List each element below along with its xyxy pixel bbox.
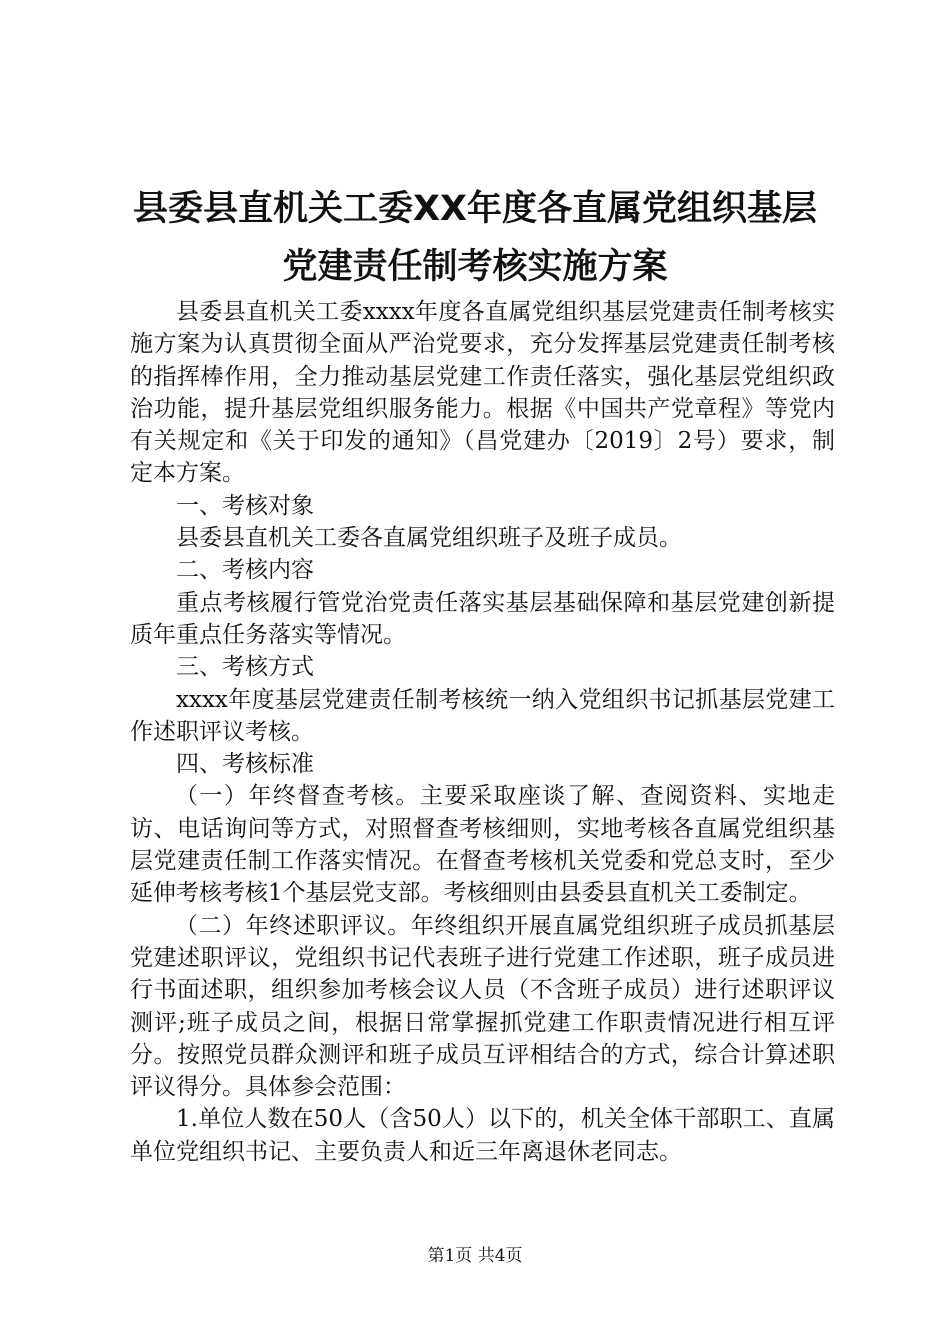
page-footer: 第1页 共4页 (427, 1246, 523, 1266)
section-paragraph-1: 县委县直机关工委各直属党组织班子及班子成员。 (176, 525, 682, 552)
subsection-paragraph-2: （二）年终述职评议。年终组织开展直属党组织班子成员抓基层党建述职评议，党组织书记代表班子进行党建工作述职，班子成员进行书面述职，组织参加考核会议人员（不含班子成员）进行述职评议测评;班子成员之间，根据日常掌握抓党建工作职责情况进行相互评分。按照党员群众测评和班子成员互评相结合的方式，综合计算述职评议得分。具体参会范围： (130, 912, 835, 1101)
document-title-line-1: 县委县直机关工委XX年度各直属党组织基层 (133, 189, 817, 229)
section-paragraph-3: xxxx年度基层党建责任制考核统一纳入党组织书记抓基层党建工作述职评议考核。 (130, 686, 835, 745)
document-body (130, 296, 835, 1168)
subsection-paragraph-1: （一）年终督查考核。主要采取座谈了解、查阅资料、实地走访、电话询问等方式，对照督查考核细则，实地考核各直属党组织基层党建责任制工作落实情况。在督查考核机关党委和党总支时，至少延伸考核考核1个基层党支部。考核细则由县委县直机关工委制定。 (130, 783, 835, 907)
intro-paragraph: 县委县直机关工委xxxx年度各直属党组织基层党建责任制考核实施方案为认真贯彻全面从严治党要求，充分发挥基层党建责任制考核的指挥棒作用，全力推动基层党建工作责任落实，强化基层党组织政治功能，提升基层党组织服务能力。根据《中国共产党章程》等党内有关规定和《关于印发的通知》（昌党建办〔2019〕2号）要求，制定本方案。 (130, 299, 835, 487)
section-heading-2: 二、考核内容 (176, 557, 314, 584)
document-title-line-2: 党建责任制考核实施方案 (282, 247, 668, 287)
section-heading-1: 一、考核对象 (176, 492, 314, 519)
section-heading-4: 四、考核标准 (176, 751, 314, 778)
section-heading-3: 三、考核方式 (176, 654, 314, 681)
list-item-1: 1.单位人数在50人（含50人）以下的，机关全体干部职工、直属单位党组织书记、主要负责人和近三年离退休老同志。 (130, 1106, 835, 1165)
section-paragraph-2: 重点考核履行管党治党责任落实基层基础保障和基层党建创新提质年重点任务落实等情况。 (130, 589, 835, 648)
